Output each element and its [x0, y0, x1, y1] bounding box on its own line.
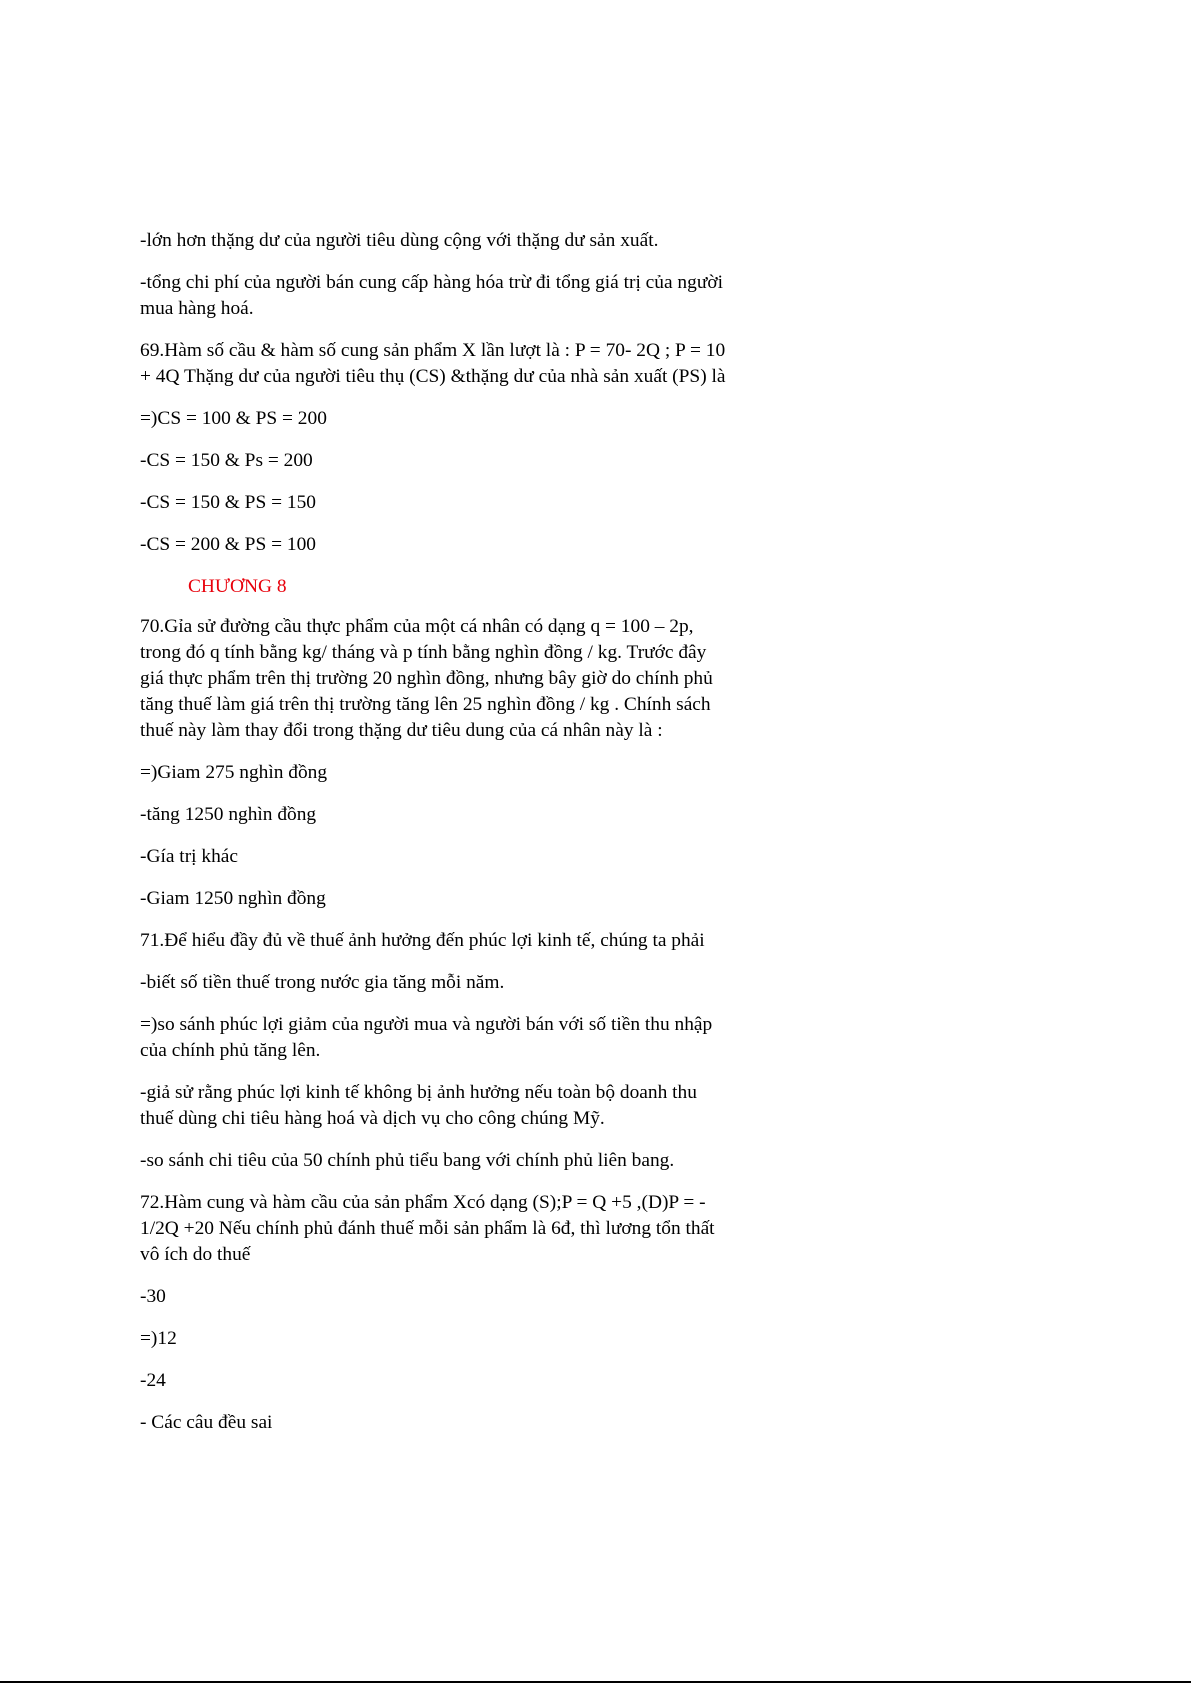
text-line: -CS = 150 & Ps = 200 [140, 450, 313, 471]
text-line: -CS = 150 & PS = 150 [140, 492, 316, 513]
text-line: mua hàng hoá. [140, 298, 254, 319]
chapter-heading: CHƯƠNG 8 [188, 576, 287, 597]
text-line: =)so sánh phúc lợi giảm của người mua và người bán với số tiền thu nhập [140, 1014, 713, 1035]
text-line: tăng thuế làm giá trên thị trường tăng lên 25 nghìn đồng / kg . Chính sách [140, 694, 711, 715]
text-line: 1/2Q +20 Nếu chính phủ đánh thuế mỗi sản phẩm là 6đ, thì lương tổn thất [140, 1218, 715, 1239]
text-line: =)Giam 275 nghìn đồng [140, 762, 328, 783]
text-line: 72.Hàm cung và hàm cầu của sản phẩm Xcó dạng (S);P = Q +5 ,(D)P = - [140, 1192, 706, 1213]
text-line: =)CS = 100 & PS = 200 [140, 408, 327, 429]
text-line: giá thực phẩm trên thị trường 20 nghìn đồng, nhưng bây giờ do chính phủ [140, 668, 713, 689]
text-paragraph [140, 1012, 800, 1064]
text-paragraph [140, 1284, 800, 1310]
text-line: =)12 [140, 1328, 177, 1349]
text-paragraph [140, 532, 800, 558]
text-paragraph [140, 970, 800, 996]
text-paragraph [140, 406, 800, 432]
text-line: thuế này làm thay đổi trong thặng dư tiêu dung của cá nhân này là : [140, 720, 663, 741]
text-line: -lớn hơn thặng dư của người tiêu dùng cộng với thặng dư sản xuất. [140, 230, 659, 251]
question-block-after-chapter [140, 614, 800, 1436]
text-paragraph [140, 228, 800, 254]
text-paragraph [140, 448, 800, 474]
text-line: + 4Q Thặng dư của người tiêu thụ (CS) &thặng dư của nhà sản xuất (PS) là [140, 366, 726, 387]
text-paragraph [140, 886, 800, 912]
page-bottom-rule [0, 1681, 1191, 1683]
text-line: -tăng 1250 nghìn đồng [140, 804, 317, 825]
text-paragraph [140, 1190, 800, 1268]
text-paragraph [140, 1326, 800, 1352]
text-line: -giả sử rằng phúc lợi kinh tế không bị ảnh hưởng nếu toàn bộ doanh thu [140, 1082, 697, 1103]
text-line: vô ích do thuế [140, 1244, 251, 1265]
text-paragraph [140, 490, 800, 516]
text-line: 71.Để hiểu đầy đủ về thuế ảnh hưởng đến phúc lợi kinh tế, chúng ta phải [140, 930, 705, 951]
text-paragraph [140, 270, 800, 322]
text-paragraph [140, 1080, 800, 1132]
text-line: -Gía trị khác [140, 846, 238, 867]
text-line: 69.Hàm số cầu & hàm số cung sản phẩm X lần lượt là : P = 70- 2Q ; P = 10 [140, 340, 726, 361]
text-line: thuế dùng chi tiêu hàng hoá và dịch vụ cho công chúng Mỹ. [140, 1108, 605, 1129]
text-line: -tổng chi phí của người bán cung cấp hàng hóa trừ đi tổng giá trị của người [140, 272, 723, 293]
text-paragraph [140, 1148, 800, 1174]
text-line: -biết số tiền thuế trong nước gia tăng mỗi năm. [140, 972, 505, 993]
text-line: -so sánh chi tiêu của 50 chính phủ tiểu bang với chính phủ liên bang. [140, 1150, 675, 1171]
text-line: - Các câu đều sai [140, 1412, 273, 1433]
text-line: -24 [140, 1370, 166, 1391]
text-line: -30 [140, 1286, 166, 1307]
text-paragraph [140, 1368, 800, 1394]
text-paragraph [140, 760, 800, 786]
text-paragraph [140, 338, 800, 390]
text-line: 70.Gỉa sử đường cầu thực phẩm của một cá nhân có dạng q = 100 – 2p, [140, 616, 694, 637]
document-body [140, 228, 800, 1452]
text-paragraph [140, 802, 800, 828]
text-line: của chính phủ tăng lên. [140, 1040, 321, 1061]
text-paragraph [140, 1410, 800, 1436]
question-block-before-chapter [140, 228, 800, 558]
text-line: trong đó q tính bằng kg/ tháng và p tính bằng nghìn đồng / kg. Trước đây [140, 642, 707, 663]
text-paragraph [140, 928, 800, 954]
text-line: -Giam 1250 nghìn đồng [140, 888, 326, 909]
text-line: -CS = 200 & PS = 100 [140, 534, 316, 555]
text-paragraph [140, 844, 800, 870]
text-paragraph [140, 614, 800, 744]
